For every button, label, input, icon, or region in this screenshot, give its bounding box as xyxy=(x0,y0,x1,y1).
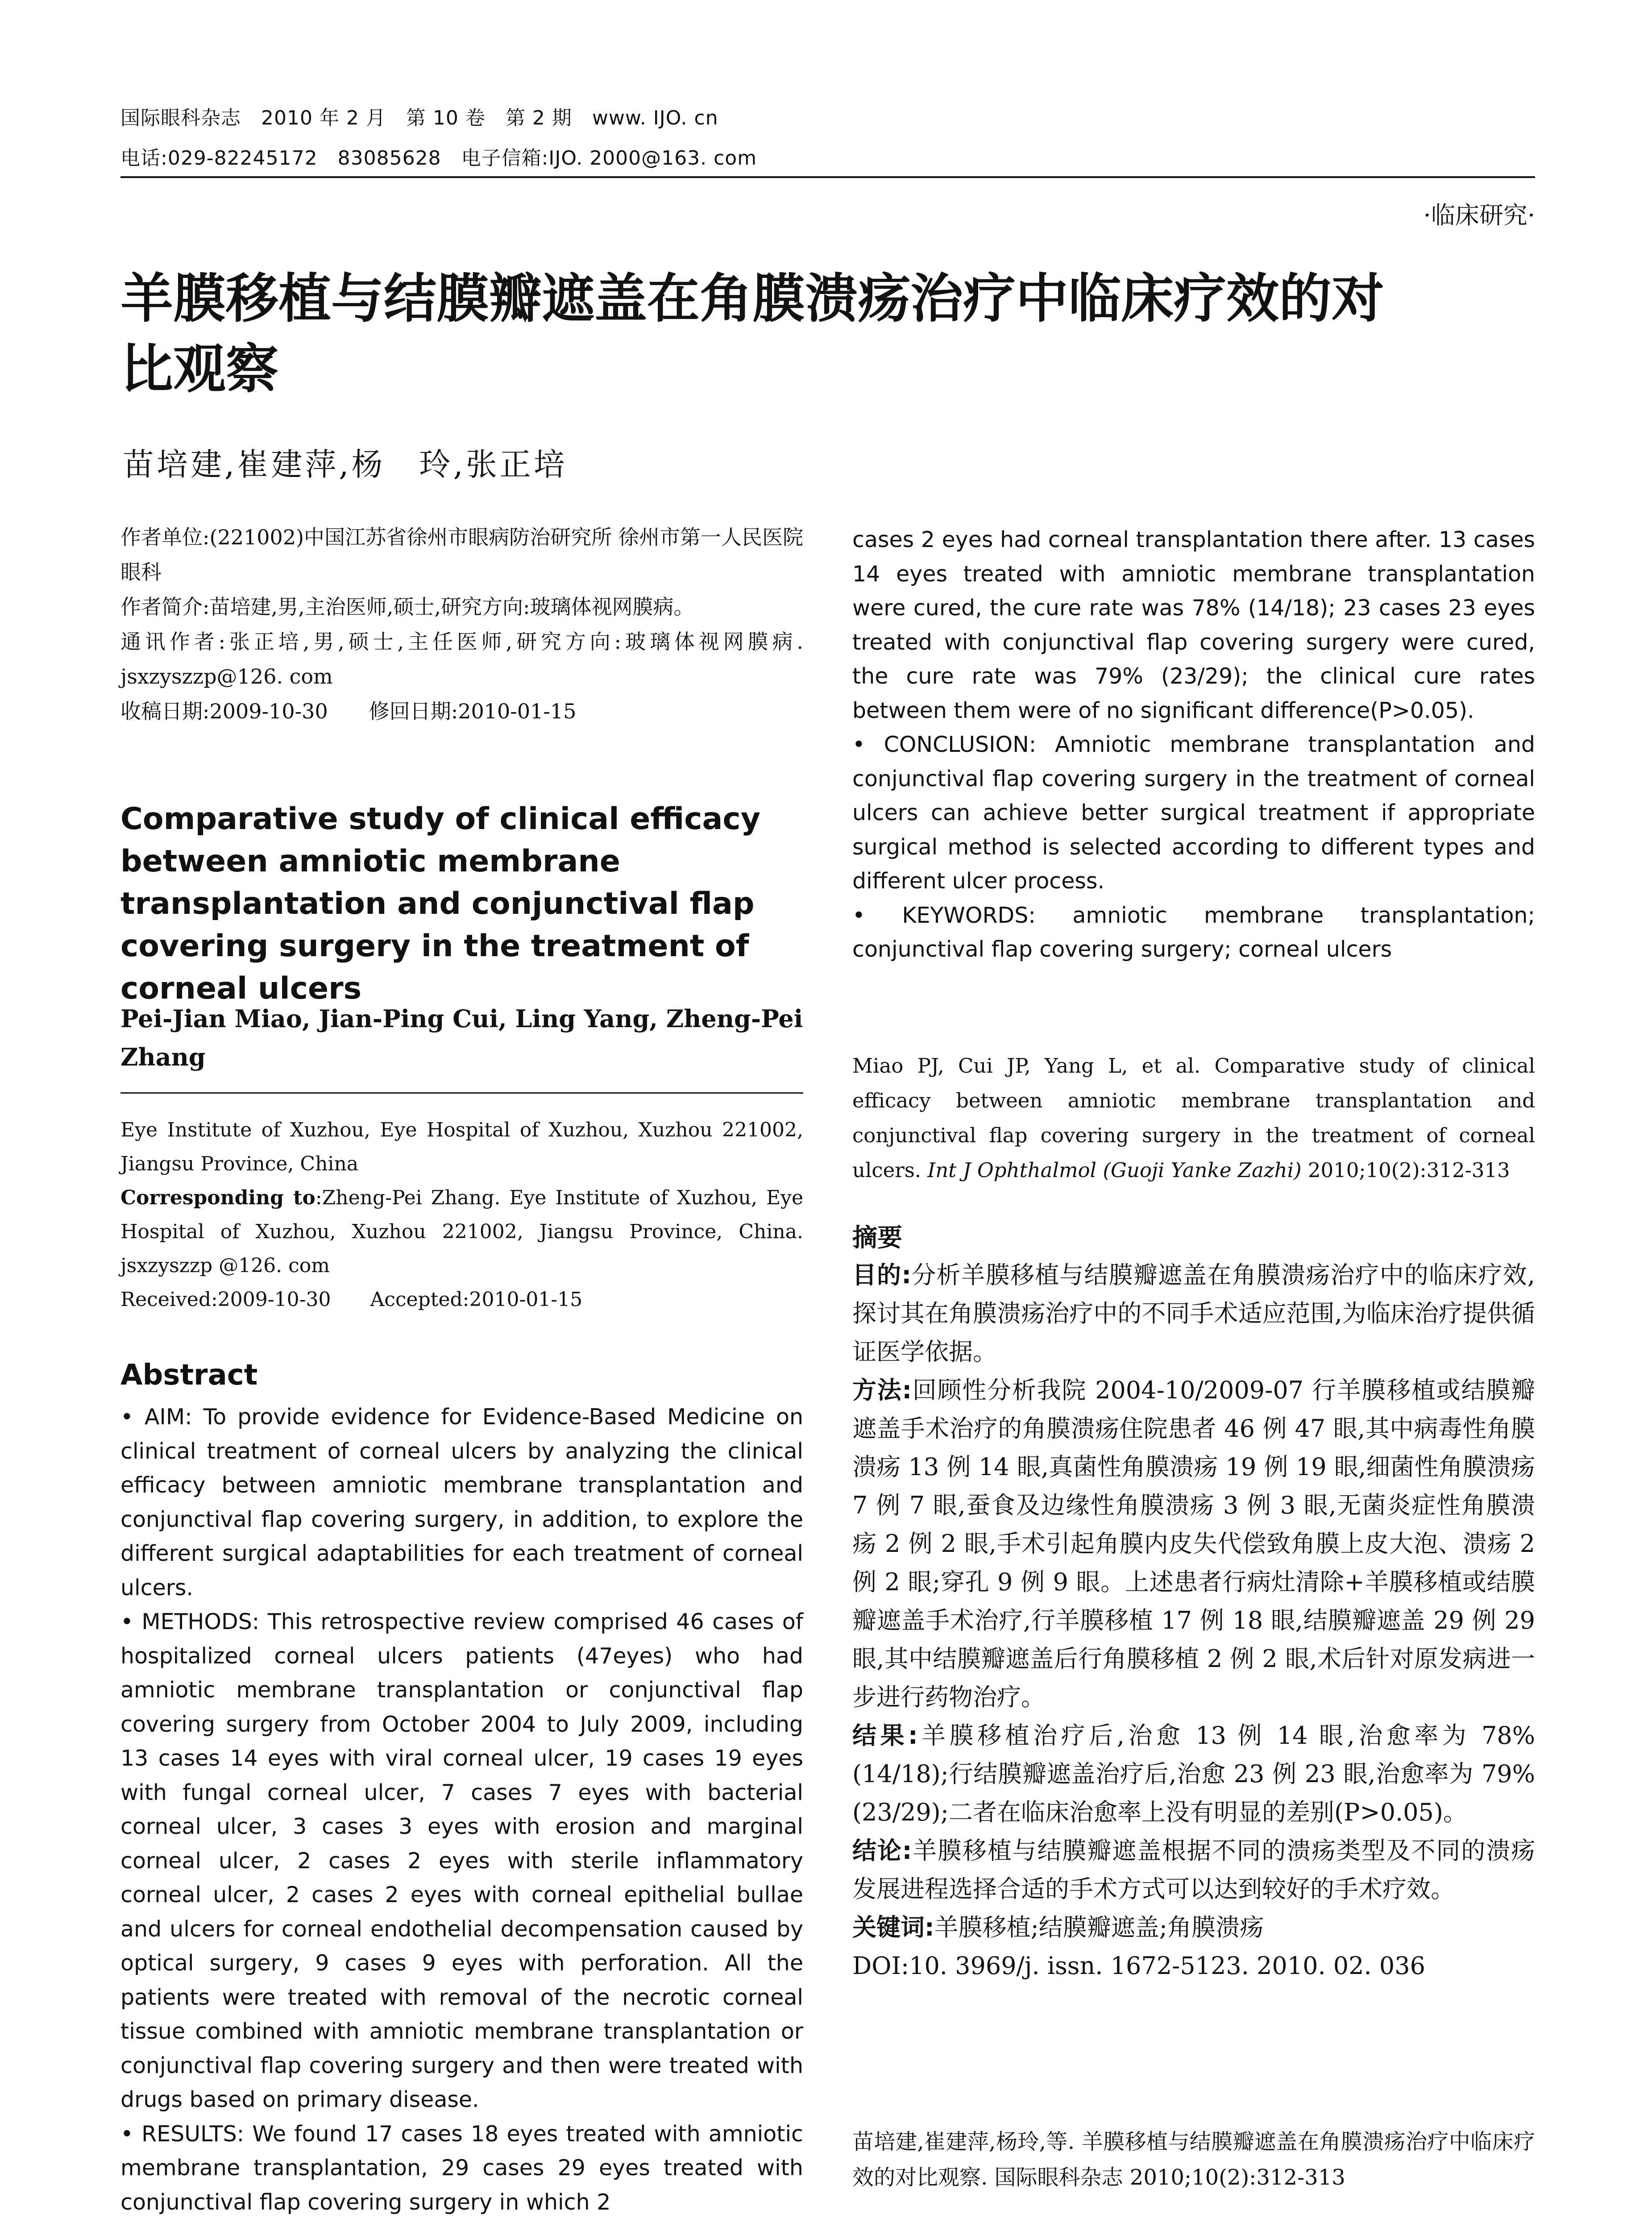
abstract-results-b: cases 2 eyes had corneal transplantation there after. 13 cases 14 eyes treated with amniotic membrane transplantation were cured, the cure rate was 78% (14/18); 23 cases 23 eyes treated with conjunctival flap covering surgery were cured, the cure rate was 79% (23/29); the clinical cure rates between them were of no significant difference(P>0.05). xyxy=(852,527,1535,723)
results-text-cn: 羊膜移植治疗后,治愈 13 例 14 眼,治愈率为 78% (14/18);行结膜瓣遮盖治疗后,治愈 23 例 23 眼,治愈率为 79% (23/29);二者在临床治愈率上没有明显的差别(P>0.05)。 xyxy=(852,1721,1535,1826)
affiliation-en xyxy=(120,1113,803,1317)
abstract-keywords: • KEYWORDS: amniotic membrane transplantation; conjunctival flap covering surgery; corneal ulcers xyxy=(852,902,1535,962)
header-rule xyxy=(120,176,1535,178)
keywords-label-cn: 关键词: xyxy=(852,1913,934,1941)
abstract-heading: Abstract xyxy=(120,1359,258,1392)
citation-en-text: Miao PJ, Cui JP, Yang L, et al. Comparative study of clinical efficacy between amniotic membrane transplantation and conjunctival flap covering surgery in the treatment of corneal ulcers. xyxy=(852,1054,1535,1182)
abstract-methods: • METHODS: This retrospective review comprised 46 cases of hospitalized corneal ulcers patients (47eyes) who had amniotic membrane transplantation or conjunctival flap covering surgery from October 2004 to July 2009, including 13 cases 14 eyes with viral corneal ulcer, 19 cases 19 eyes with fungal corneal ulcer, 7 cases 7 eyes with bacterial corneal ulcer, 3 cases 3 eyes with erosion and marginal corneal ulcer, 2 cases 2 eyes with sterile inflammatory corneal ulcer, 2 cases 2 eyes with corneal epithelial bullae and ulcers for corneal endothelial decompensation caused by optical surgery, 9 cases 9 eyes with perforation. All the patients were treated with removal of the necrotic corneal tissue combined with amniotic membrane transplantation or conjunctival flap covering surgery and then were treated with drugs based on primary disease. xyxy=(120,1609,803,2112)
corresponding-author-cn: 通讯作者:张正培,男,硕士,主任医师,研究方向:玻璃体视网膜病. jsxzyszzp@126. com xyxy=(120,630,803,688)
title-cn xyxy=(120,263,1548,404)
abstract-en-left xyxy=(120,1400,803,2219)
aim-text-cn: 分析羊膜移植与结膜瓣遮盖在角膜溃疡治疗中的临床疗效,探讨其在角膜溃疡治疗中的不同手术适应范围,为临床治疗提供循证医学依据。 xyxy=(852,1261,1535,1366)
abstract-en-right xyxy=(852,523,1535,967)
journal-header-line1: 国际眼科杂志 2010 年 2 月 第 10 卷 第 2 期 www. IJO. cn xyxy=(120,107,718,129)
abstract-cn-heading: 摘要 xyxy=(852,1223,902,1252)
citation-en-journal: Int J Ophthalmol (Guoji Yanke Zazhi) xyxy=(927,1158,1302,1182)
title-cn-line2: 比观察 xyxy=(120,338,279,400)
author-info-cn xyxy=(120,520,803,729)
abstract-cn-results xyxy=(852,1717,1535,1832)
affiliation-rule xyxy=(120,1092,803,1094)
methods-label-cn: 方法: xyxy=(852,1376,912,1404)
aim-label-cn: 目的: xyxy=(852,1261,911,1289)
keywords-text-cn: 羊膜移植;结膜瓣遮盖;角膜溃疡 xyxy=(934,1913,1264,1941)
abstract-cn-keywords xyxy=(852,1908,1535,1947)
citation-cn: 苗培建,崔建萍,杨玲,等. 羊膜移植与结膜瓣遮盖在角膜溃疡治疗中临床疗效的对比观察. 国际眼科杂志 2010;10(2):312-313 xyxy=(852,2129,1535,2190)
citation-en xyxy=(852,1049,1535,1188)
journal-header-line2: 电话:029-82245172 83085628 电子信箱:IJO. 2000@163. com xyxy=(120,147,757,170)
dates-cn: 收稿日期:2009-10-30 修回日期:2010-01-15 xyxy=(120,699,577,723)
results-label-cn: 结果: xyxy=(852,1721,918,1750)
corresponding-en xyxy=(120,1181,803,1283)
corresponding-text: :Zheng-Pei Zhang. Eye Institute of Xuzhou, Eye Hospital of Xuzhou, Xuzhou 221002, Jiangsu Province, China. jsxzyszzp @126. com xyxy=(120,1186,804,1277)
methods-text-cn: 回顾性分析我院 2004-10/2009-07 行羊膜移植或结膜瓣遮盖手术治疗的角膜溃疡住院患者 46 例 47 眼,其中病毒性角膜溃疡 13 例 14 眼,真菌性角膜溃疡 19 例 19 眼,细菌性角膜溃疡 7 例 7 眼,蚕食及边缘性角膜溃疡 3 例 3 眼,无菌炎症性角膜溃疡 2 例 2 眼,手术引起角膜内皮失代偿致角膜上皮大泡、溃疡 2 例 2 眼;穿孔 9 例 9 眼。上述患者行病灶清除+羊膜移植或结膜瓣遮盖手术治疗,行羊膜移植 17 例 18 眼,结膜瓣遮盖 29 例 29 眼,其中结膜瓣遮盖后行角膜移植 2 例 2 眼,术后针对原发病进一步进行药物治疗。 xyxy=(852,1376,1535,1711)
dates-en: Received:2009-10-30 Accepted:2010-01-15 xyxy=(120,1288,583,1311)
title-en: Comparative study of clinical efficacy between amniotic membrane transplantation and conjunctival flap covering surgery in the treatment of corneal ulcers xyxy=(120,801,761,1006)
abstract-cn-aim xyxy=(852,1256,1535,1371)
authors-en: Pei-Jian Miao, Jian-Ping Cui, Ling Yang, Zheng-Pei Zhang xyxy=(120,1004,803,1071)
abstract-results-a: • RESULTS: We found 17 cases 18 eyes treated with amniotic membrane transplantation, 29 cases 29 eyes treated with conjunctival flap covering surgery in which 2 xyxy=(120,2121,803,2215)
conclusion-text-cn: 羊膜移植与结膜瓣遮盖根据不同的溃疡类型及不同的溃疡发展进程选择合适的手术方式可以达到较好的手术疗效。 xyxy=(852,1837,1535,1903)
abstract-cn-methods xyxy=(852,1371,1535,1717)
corresponding-label: Corresponding to xyxy=(120,1186,315,1209)
abstract-cn-conclusion xyxy=(852,1832,1535,1908)
institute-en: Eye Institute of Xuzhou, Eye Hospital of Xuzhou, Xuzhou 221002, Jiangsu Province, China xyxy=(120,1119,803,1175)
article-category: ·临床研究· xyxy=(1423,201,1535,229)
conclusion-label-cn: 结论: xyxy=(852,1837,912,1865)
author-bio: 作者简介:苗培建,男,主治医师,硕士,研究方向:玻璃体视网膜病。 xyxy=(120,595,694,619)
abstract-cn xyxy=(852,1256,1535,1985)
abstract-aim: • AIM: To provide evidence for Evidence-Based Medicine on clinical treatment of corneal ulcers by analyzing the clinical efficacy between amniotic membrane transplantation and conjunctival flap covering surgery, in addition, to explore the different surgical adaptabilities for each treatment of corneal ulcers. xyxy=(120,1404,803,1601)
citation-en-tail: 2010;10(2):312-313 xyxy=(1301,1158,1510,1182)
doi: DOI:10. 3969/j. issn. 1672-5123. 2010. 02. 036 xyxy=(852,1952,1425,1980)
title-cn-line1: 羊膜移植与结膜瓣遮盖在角膜溃疡治疗中临床疗效的对 xyxy=(120,268,1385,329)
author-unit: 作者单位:(221002)中国江苏省徐州市眼病防治研究所 徐州市第一人民医院眼科 xyxy=(120,525,803,584)
authors-cn: 苗培建,崔建萍,杨 玲,张正培 xyxy=(123,446,568,483)
abstract-conclusion: • CONCLUSION: Amniotic membrane transplantation and conjunctival flap covering surgery in the treatment of corneal ulcers can achieve better surgical treatment if appropriate surgical method is selected according to different types and different ulcer process. xyxy=(852,732,1535,894)
